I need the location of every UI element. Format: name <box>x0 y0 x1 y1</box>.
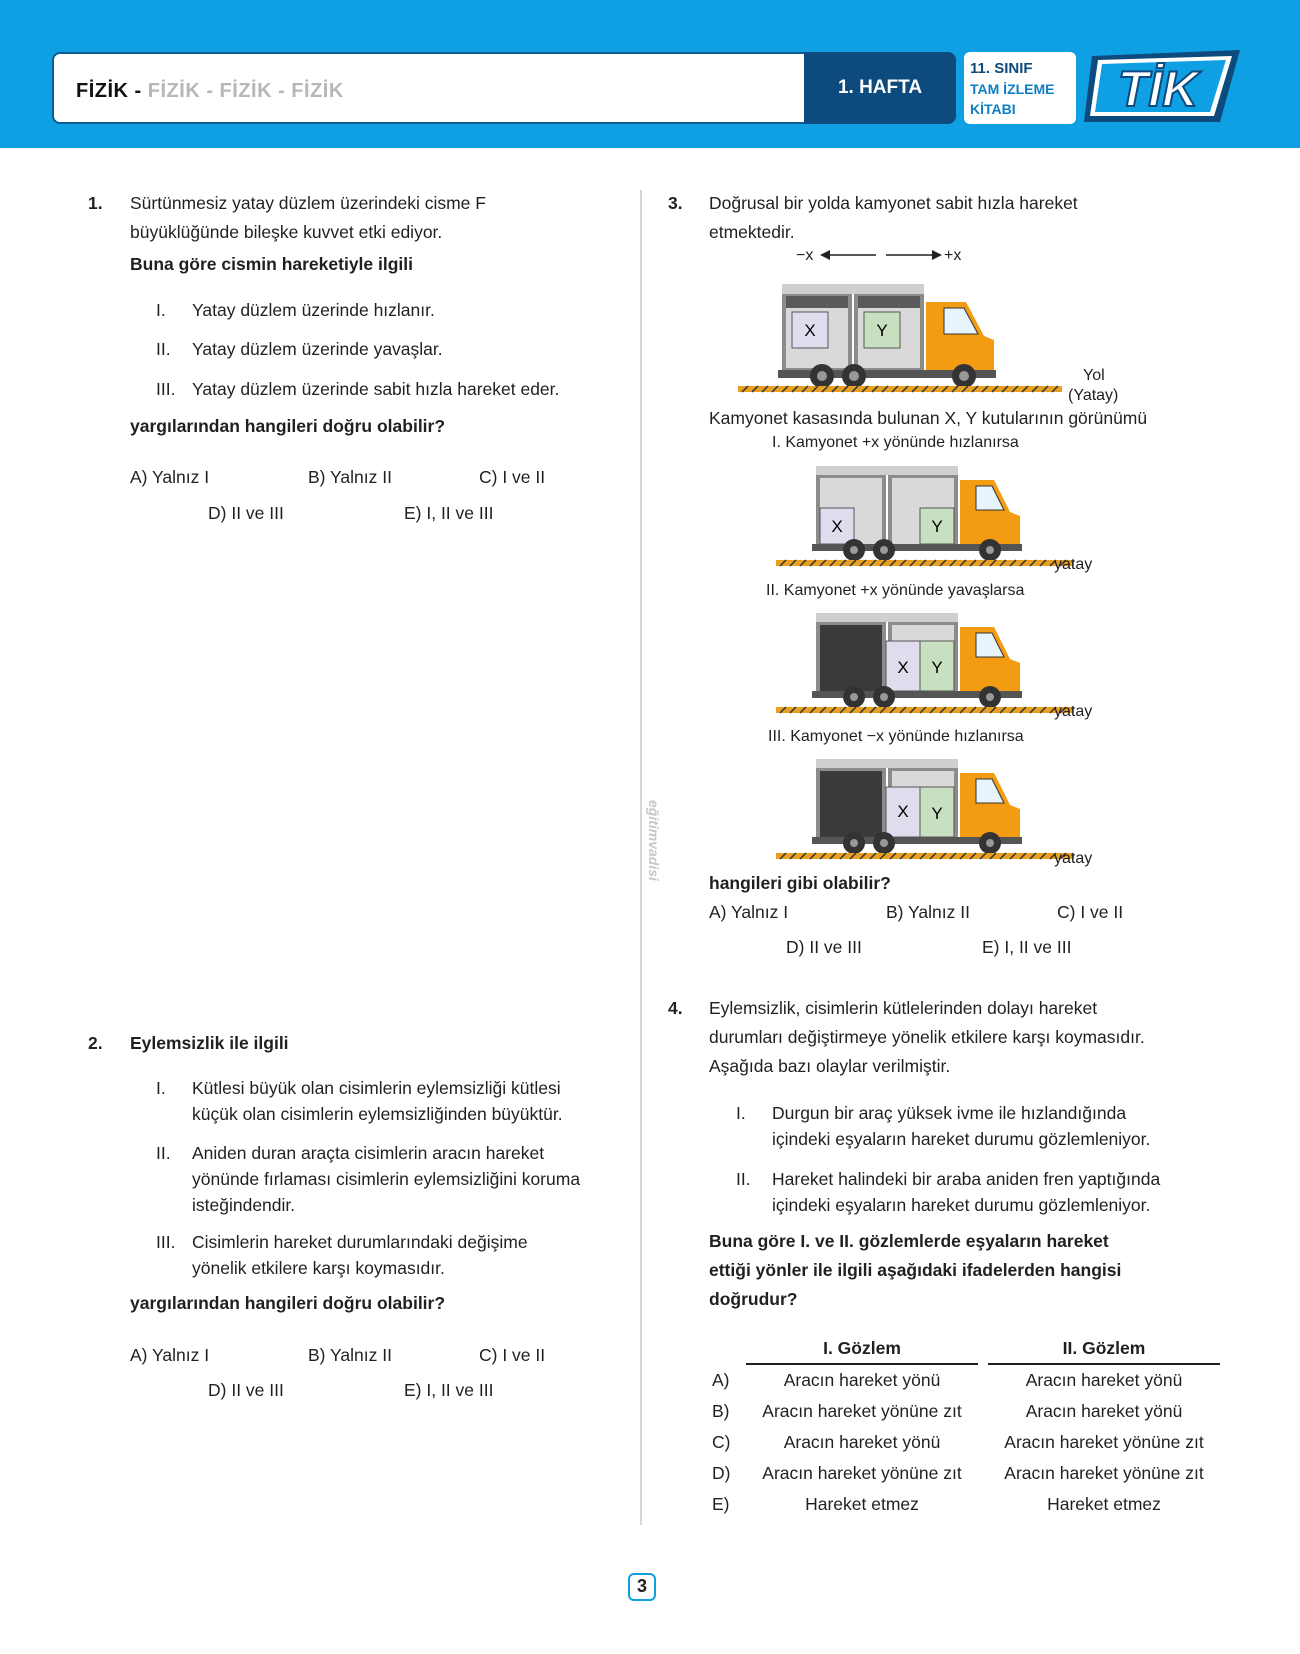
q4-option-d-col2: Aracın hareket yönüne zıt <box>1004 1463 1204 1483</box>
q1-item-2-numeral: II. <box>156 339 171 359</box>
q4-option-row-e[interactable] <box>712 1489 1220 1520</box>
q1-stem: Buna göre cismin hareketiyle ilgili <box>130 254 414 274</box>
case-3-caption: III. Kamyonet −x yönünde hızlanırsa <box>768 728 1024 745</box>
tik-logo <box>1082 48 1242 128</box>
q2-question: yargılarından hangileri doğru olabilir? <box>130 1293 446 1313</box>
q4-col-2-header: II. Gözlem <box>988 1333 1220 1364</box>
q2-item-1-numeral: I. <box>156 1078 166 1098</box>
yatay-label-3: yatay <box>1054 850 1093 867</box>
q4-option-c-letter[interactable]: C) <box>712 1432 731 1452</box>
q4-question-line1: Buna göre I. ve II. gözlemlerde eşyaların hareket <box>709 1231 1109 1251</box>
direction-arrows <box>790 244 970 266</box>
class-line3: KİTABI <box>970 101 1016 117</box>
axis-pos-label: +x <box>944 247 962 264</box>
box-y-case-2-label: Y <box>931 658 943 677</box>
q4-option-row-a[interactable] <box>712 1364 1220 1396</box>
q4-option-row-c[interactable] <box>712 1427 1220 1458</box>
q4-option-c-col2: Aracın hareket yönüne zıt <box>1004 1432 1204 1452</box>
case-1-caption: I. Kamyonet +x yönünde hızlanırsa <box>772 434 1019 451</box>
q2-item-2-numeral: II. <box>156 1143 171 1163</box>
q4-question-line3: doğrudur? <box>709 1289 798 1309</box>
axis-neg-label: −x <box>796 247 814 264</box>
truck-main <box>738 278 1068 393</box>
q4-item-2-numeral: II. <box>736 1169 751 1189</box>
q3-option-c[interactable]: C) I ve II <box>1057 902 1124 922</box>
q2-item-1-line1: Kütlesi büyük olan cisimlerin eylemsizliği kütlesi <box>192 1078 561 1098</box>
q1-item-1-numeral: I. <box>156 300 166 320</box>
q4-option-a-col1: Aracın hareket yönü <box>783 1370 941 1390</box>
page-number: 3 <box>628 1573 656 1601</box>
q2-stem: Eylemsizlik ile ilgili <box>130 1033 289 1053</box>
q1-item-2 <box>156 336 616 364</box>
q2-option-d[interactable]: D) II ve III <box>208 1380 284 1400</box>
q2-item-1 <box>156 1075 626 1127</box>
q2-option-a[interactable]: A) Yalnız I <box>130 1345 210 1365</box>
subject-title-box <box>52 52 804 124</box>
q2-item-3-numeral: III. <box>156 1232 176 1252</box>
watermark: eğitimvadisi <box>646 800 662 881</box>
logo-text: TİK <box>1117 61 1199 117</box>
box-y-main-label: Y <box>876 321 888 340</box>
q4-option-row-b[interactable] <box>712 1396 1220 1427</box>
view-caption: Kamyonet kasasında bulunan X, Y kutularının görünümü <box>709 408 1148 428</box>
q1-number: 1. <box>88 193 103 213</box>
q1-question: yargılarından hangileri doğru olabilir? <box>130 416 446 436</box>
q1-option-e[interactable]: E) I, II ve III <box>404 503 494 523</box>
box-x-case-1-label: X <box>831 517 843 536</box>
subject-faded: FİZİK - FİZİK - FİZİK <box>147 80 344 102</box>
q4-item-1-line1: Durgun bir araç yüksek ivme ile hızlandığında <box>772 1103 1127 1123</box>
q1-line2: büyüklüğünde bileşke kuvvet etki ediyor. <box>130 222 443 242</box>
subject-title <box>76 80 344 103</box>
q3-option-a[interactable]: A) Yalnız I <box>709 902 789 922</box>
q4-item-2-line2: içindeki eşyaların hareket durumu gözlemleniyor. <box>772 1195 1151 1215</box>
q2-item-3-line2: yönelik etkilere karşı koymasıdır. <box>192 1258 445 1278</box>
truck-case-1 <box>776 460 1076 568</box>
q4-option-e-col1: Hareket etmez <box>805 1494 919 1514</box>
q2-option-b[interactable]: B) Yalnız II <box>308 1345 392 1365</box>
q4-col-1-header: I. Gözlem <box>746 1333 978 1364</box>
q4-item-1-line2: içindeki eşyaların hareket durumu gözlemleniyor. <box>772 1129 1151 1149</box>
q2-item-3-line1: Cisimlerin hareket durumlarındaki değişime <box>192 1232 528 1252</box>
q4-option-d-letter[interactable]: D) <box>712 1463 731 1483</box>
week-badge: 1. HAFTA <box>804 52 956 124</box>
class-line2: TAM İZLEME <box>970 81 1055 97</box>
q2-item-1-line2: küçük olan cisimlerin eylemsizliğinden büyüktür. <box>192 1104 563 1124</box>
q2-option-e[interactable]: E) I, II ve III <box>404 1380 494 1400</box>
q2-option-c[interactable]: C) I ve II <box>479 1345 546 1365</box>
q4-option-e-col2: Hareket etmez <box>1047 1494 1161 1514</box>
box-x-case-3-label: X <box>897 802 909 821</box>
q4-line1: Eylemsizlik, cisimlerin kütlelerinden dolayı hareket <box>709 998 1098 1018</box>
q4-option-b-col2: Aracın hareket yönü <box>1025 1401 1183 1421</box>
q3-number: 3. <box>668 193 683 213</box>
q3-option-b[interactable]: B) Yalnız II <box>886 902 970 922</box>
case-2-caption: II. Kamyonet +x yönünde yavaşlarsa <box>766 582 1025 599</box>
q2-item-2-line2: yönünde fırlaması cisimlerin eylemsizliğini koruma <box>192 1169 581 1189</box>
q4-table-header <box>712 1333 1220 1364</box>
q1-option-d[interactable]: D) II ve III <box>208 503 284 523</box>
q1-item-3-text: Yatay düzlem üzerinde sabit hızla hareket eder. <box>192 379 560 399</box>
yatay-label-2: yatay <box>1054 703 1093 720</box>
q4-option-c-col1: Aracın hareket yönü <box>783 1432 941 1452</box>
q4-option-a-col2: Aracın hareket yönü <box>1025 1370 1183 1390</box>
q4-option-d-col1: Aracın hareket yönüne zıt <box>762 1463 962 1483</box>
box-x-main-label: X <box>804 321 816 340</box>
class-line1: 11. SINIF <box>970 60 1033 77</box>
box-x-case-2-label: X <box>897 658 909 677</box>
q4-options-table <box>712 1333 1220 1520</box>
q1-item-3-numeral: III. <box>156 379 176 399</box>
q3-line1: Doğrusal bir yolda kamyonet sabit hızla hareket <box>709 193 1078 213</box>
q1-option-a[interactable]: A) Yalnız I <box>130 467 210 487</box>
q1-item-2-text: Yatay düzlem üzerinde yavaşlar. <box>192 339 443 359</box>
q4-question-line2: ettiği yönler ile ilgili aşağıdaki ifadelerden hangisi <box>709 1260 1122 1280</box>
q1-item-3 <box>156 376 616 404</box>
q2-item-2-line3: isteğindendir. <box>192 1195 296 1215</box>
q4-item-1-numeral: I. <box>736 1103 746 1123</box>
q4-option-a-letter[interactable]: A) <box>712 1369 730 1390</box>
q4-option-row-d[interactable] <box>712 1458 1220 1489</box>
q2-item-3 <box>156 1229 626 1281</box>
q2-item-2 <box>156 1140 626 1218</box>
q1-option-c[interactable]: C) I ve II <box>479 467 546 487</box>
q4-item-2-line1: Hareket halindeki bir araba aniden fren yaptığında <box>772 1169 1161 1189</box>
class-badge <box>964 52 1076 124</box>
q4-line2: durumları değiştirmeye yönelik etkilere karşı koymasıdır. <box>709 1027 1145 1047</box>
q3-question: hangileri gibi olabilir? <box>709 873 891 893</box>
yatay-label-1: yatay <box>1054 556 1093 573</box>
q4-option-b-letter[interactable]: B) <box>712 1401 730 1421</box>
q1-option-b[interactable]: B) Yalnız II <box>308 467 392 487</box>
box-y-case-1-label: Y <box>931 517 943 536</box>
q4-line3: Aşağıda bazı olaylar verilmiştir. <box>709 1056 951 1076</box>
q3-option-d[interactable]: D) II ve III <box>786 937 862 957</box>
box-y-case-3-label: Y <box>931 804 943 823</box>
truck-case-2 <box>776 607 1076 715</box>
q2-item-2-line1: Aniden duran araçta cisimlerin aracın hareket <box>192 1143 545 1163</box>
road-label-2: (Yatay) <box>1068 387 1119 404</box>
road-label-1: Yol <box>1083 367 1105 384</box>
q1-item-1 <box>156 297 616 325</box>
truck-case-3 <box>776 753 1076 861</box>
q1-line1: Sürtünmesiz yatay düzlem üzerindeki cisme F <box>130 193 486 213</box>
q3-option-e[interactable]: E) I, II ve III <box>982 937 1072 957</box>
q4-number: 4. <box>668 998 683 1018</box>
subject-main: FİZİK - <box>76 80 142 102</box>
q4-option-b-col1: Aracın hareket yönüne zıt <box>762 1401 962 1421</box>
q4-item-1 <box>736 1100 1206 1152</box>
q4-item-2 <box>736 1166 1206 1218</box>
q4-option-e-letter[interactable]: E) <box>712 1494 730 1514</box>
q1-item-1-text: Yatay düzlem üzerinde hızlanır. <box>192 300 435 320</box>
q2-number: 2. <box>88 1033 103 1053</box>
q3-line2: etmektedir. <box>709 222 795 242</box>
